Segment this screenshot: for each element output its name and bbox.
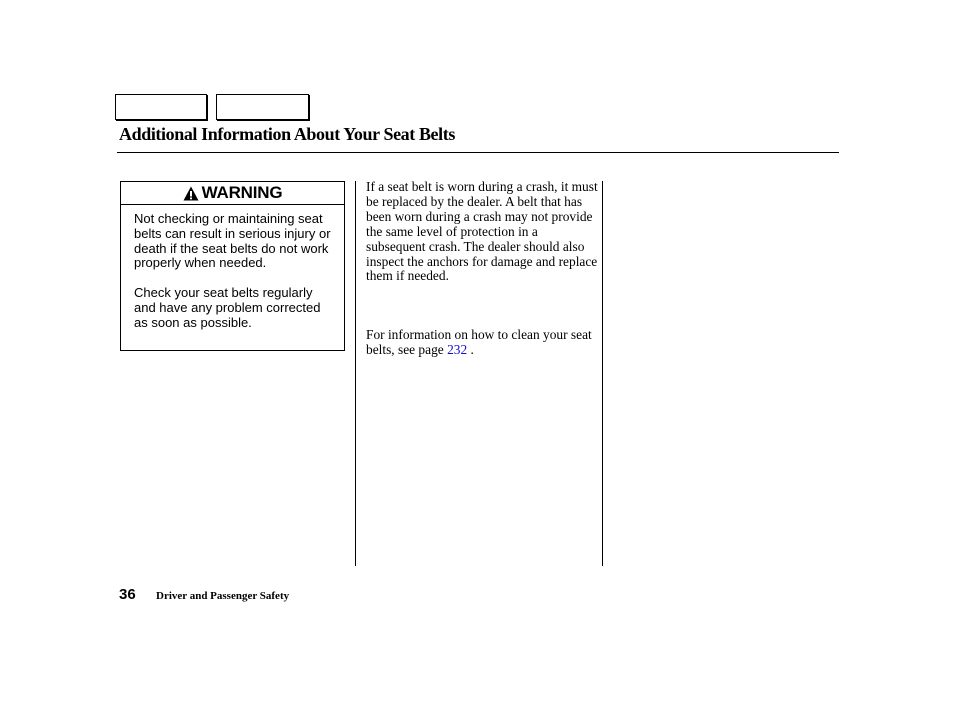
warning-box [120, 181, 345, 351]
warning-body [121, 205, 344, 331]
warning-title: WARNING [201, 183, 283, 202]
title-divider [117, 152, 839, 153]
warning-triangle-icon [183, 186, 199, 201]
page-reference-link[interactable]: 232 [447, 341, 468, 357]
body-paragraph [366, 328, 598, 358]
page-title: Additional Information About Your Seat Belts [119, 124, 455, 144]
footer-section-title: Driver and Passenger Safety [156, 590, 290, 602]
next-page-button[interactable] [216, 94, 309, 120]
column-divider [355, 181, 356, 566]
warning-header [121, 182, 344, 205]
warning-paragraph: Check your seat belts regularly and have any problem corrected as soon as possible. [134, 285, 321, 330]
warning-paragraph: Not checking or maintaining seat belts can result in serious injury or death if the seat belts do not work properly when needed. [134, 211, 331, 271]
body-text-end: . [467, 341, 474, 357]
body-paragraph: If a seat belt is worn during a crash, it must be replaced by the dealer. A belt that has been worn during a crash may not provide the same level of protection in a subsequent crash. The dealer should also inspect the anchors for damage and replace them if needed. [366, 179, 598, 284]
previous-page-button[interactable] [115, 94, 207, 120]
body-text: For information on how to clean your seat belts, see page [366, 327, 592, 357]
body-column [366, 179, 598, 357]
page-number: 36 [119, 586, 136, 603]
column-divider [602, 181, 603, 566]
